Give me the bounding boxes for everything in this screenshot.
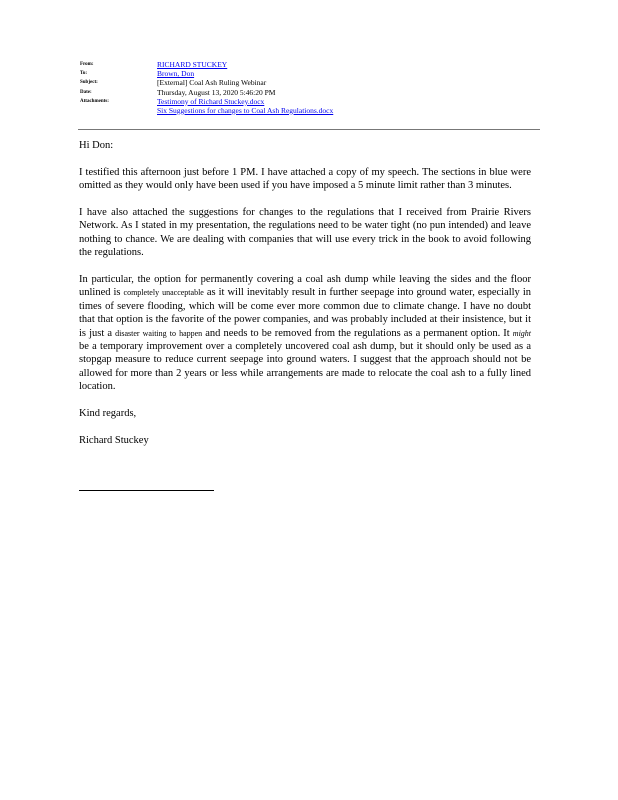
p3-small-happen: happen: [179, 328, 203, 338]
attachments-row: [80, 96, 540, 115]
p3-text-2: as it will inevitably result in further seepage into ground water, especially in times of severe flooding, which will be come ever more common due to climate change. I have no doubt that that option is the favorite of the power companies, and was probably included at their insistence, but it is just a: [79, 287, 531, 339]
to-row: [80, 69, 540, 78]
attachments-list: [157, 97, 333, 115]
attachments-label: Attachments:: [80, 98, 109, 104]
p3-small-completely: completely: [123, 288, 160, 298]
p3-italic-might: might: [512, 328, 532, 338]
email-header: [80, 60, 540, 115]
attachment-link-suggestions[interactable]: Six Suggestions for changes to Coal Ash Regulations.docx: [157, 105, 334, 115]
to-link[interactable]: Brown, Don: [157, 69, 195, 79]
email-body: [79, 139, 531, 461]
p3-small-disaster: disaster: [115, 328, 140, 338]
paragraph-particular: [79, 273, 531, 394]
p3-small-to: to: [169, 328, 176, 338]
signoff: Kind regards,: [79, 408, 137, 420]
p3-text-4: be a temporary improvement over a completely uncovered coal ash dump, but it should only be used as a stopgap measure to reduce current seepage into ground waters. I suggest that the approach should not be allowed for more than 2 years or less while arrangements are made to relocate the coal ash to a fully lined location.: [79, 341, 531, 393]
header-divider: [78, 129, 540, 130]
p3-text-1: In particular, the option for permanently covering a coal ash dump while leaving the sides and the floor unlined is: [79, 274, 531, 299]
signature: Richard Stuckey: [79, 434, 149, 446]
subject-value: [External] Coal Ash Ruling Webinar: [157, 78, 267, 88]
paragraph-testimony: I testified this afternoon just before 1 PM. I have attached a copy of my speech. The sections in blue were omitted as they would only have been used if you have imposed a 5 minute limit rather than 3 minutes.: [79, 166, 531, 192]
from-link[interactable]: RICHARD STUCKEY: [157, 60, 228, 69]
from-row: [80, 60, 540, 69]
attachment-link-testimony[interactable]: Testimony of Richard Stuckey.docx: [157, 96, 265, 106]
p3-text-3: and needs to be removed from the regulations as a permanent option. It: [205, 327, 510, 339]
paragraph-suggestions: I have also attached the suggestions for changes to the regulations that I received from Prairie Rivers Network. As I stated in my presentation, the regulations need to be water tight (no pun intended) and leave nothing to chance. We are dealing with companies that will use every trick in the book to avoid following the regulations.: [79, 207, 531, 259]
to-label: To:: [80, 71, 88, 77]
greeting: Hi Don:: [79, 140, 114, 151]
from-label: From:: [80, 62, 94, 67]
p3-small-unacceptable: unacceptable: [162, 288, 204, 298]
subject-label: Subject:: [80, 80, 98, 86]
date-label: Date:: [80, 89, 92, 95]
date-value: Thursday, August 13, 2020 5:46:20 PM: [157, 87, 276, 97]
signature-divider: [79, 490, 214, 491]
p3-small-waiting: waiting: [142, 328, 167, 338]
date-row: [80, 88, 540, 97]
subject-row: [80, 78, 540, 87]
